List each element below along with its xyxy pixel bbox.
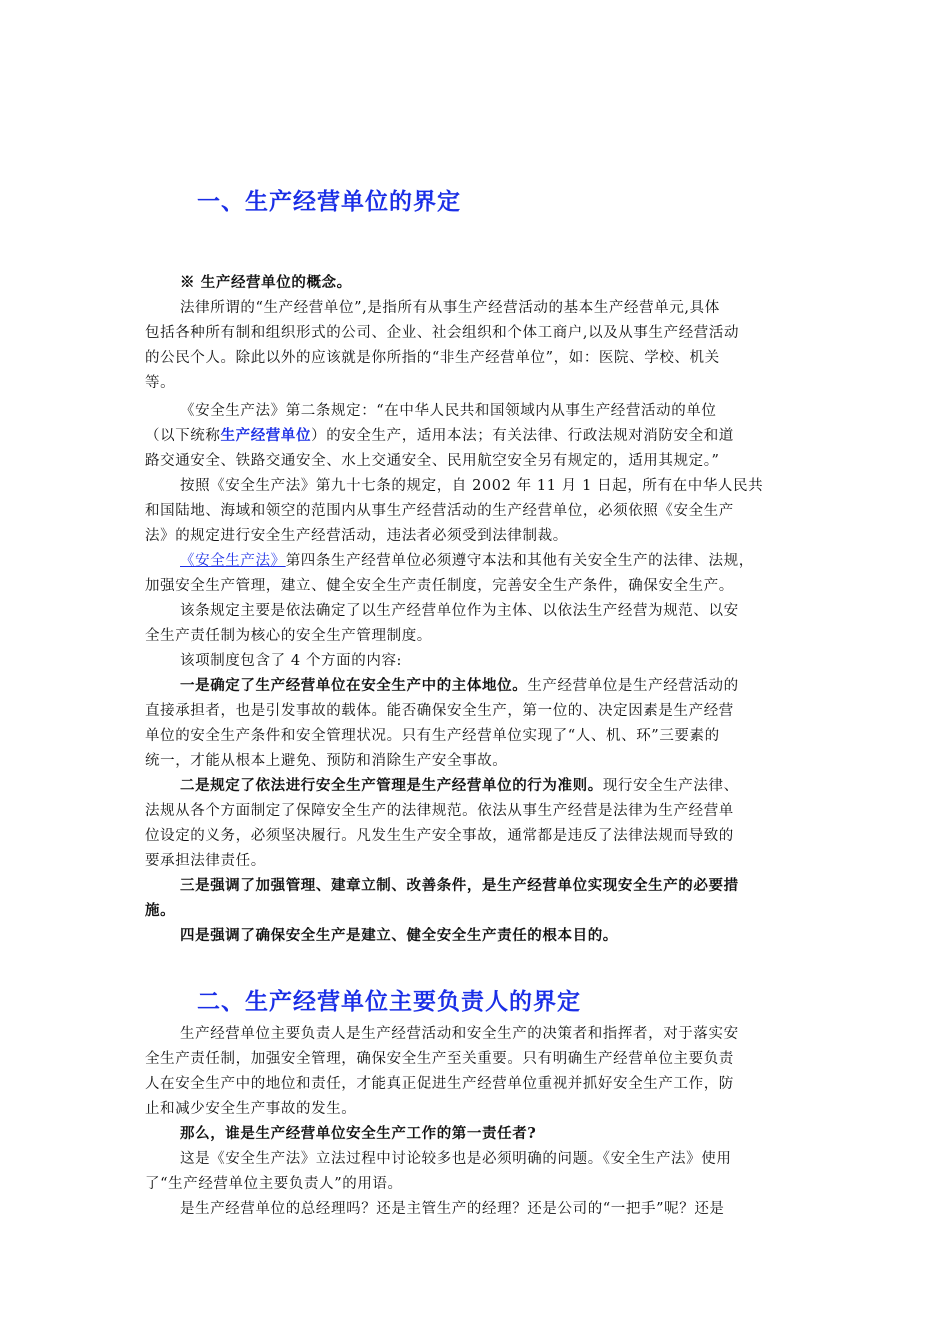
paragraph-line: 法》的规定进行安全生产经营活动，违法者必须受到法律制裁。 <box>145 528 568 544</box>
text-span: 第四条生产经营单位必须遵守本法和其他有关安全生产的法律、法规， <box>285 553 754 569</box>
text-span: （以下统称 <box>145 428 221 444</box>
question-line: 那么，谁是生产经营单位安全生产工作的第一责任者? <box>180 1125 537 1142</box>
paragraph-line <box>180 551 805 571</box>
paragraph-line: 全生产责任制为核心的安全生产管理制度。 <box>145 628 432 644</box>
paragraph-line: 全生产责任制，加强安全管理，确保安全生产至关重要。只有明确生产经营单位主要负责 <box>145 1051 734 1067</box>
paragraph-line <box>145 426 805 446</box>
paragraph-line: 统一，才能从根本上避免、预防和消除生产安全事故。 <box>145 753 508 769</box>
paragraph-line: 人在安全生产中的地位和责任，才能真正促进生产经营单位重视并抓好安全生产工作，防 <box>145 1076 734 1092</box>
paragraph-line: 的公民个人。除此以外的应该就是你所指的“非生产经营单位”，如：医院、学校、机关 <box>145 350 720 366</box>
paragraph-line: 要承担法律责任。 <box>145 853 266 869</box>
paragraph-line: 等。 <box>145 375 176 391</box>
point-4-title: 四是强调了确保安全生产是建立、健全安全生产责任的根本目的。 <box>180 927 618 944</box>
paragraph-line: 和国陆地、海域和领空的范围内从事生产经营活动的生产经营单位，必须依照《安全生产 <box>145 503 734 519</box>
paragraph-line: 了“生产经营单位主要负责人”的用语。 <box>145 1176 403 1192</box>
concept-title: ※ 生产经营单位的概念。 <box>180 274 352 291</box>
paragraph-line: 单位的安全生产条件和安全管理状况。只有生产经营单位实现了“人、机、环”三要素的 <box>145 728 720 744</box>
text-span: ）的安全生产，适用本法；有关法律、行政法规对消防安全和道 <box>311 428 734 444</box>
paragraph-line: 该项制度包含了 4 个方面的内容: <box>180 653 403 669</box>
point-2-title: 二是规定了依法进行安全生产管理是生产经营单位的行为准则。 <box>180 777 603 794</box>
text-span: 生产经营单位是生产经营活动的 <box>527 678 739 694</box>
paragraph-line: 按照《安全生产法》第九十七条的规定，自 2002 年 11 月 1 日起，所有在中华人民共 <box>180 478 764 494</box>
paragraph-line: 生产经营单位主要负责人是生产经营活动和安全生产的决策者和指挥者，对于落实安 <box>180 1026 739 1042</box>
paragraph-line <box>180 776 805 796</box>
paragraph-line: 这是《安全生产法》立法过程中讨论较多也是必须明确的问题。《安全生产法》使用 <box>180 1151 732 1167</box>
law-link[interactable]: 《安全生产法》 <box>180 553 286 569</box>
section-2-heading: 二、生产经营单位主要负责人的界定 <box>197 989 581 1015</box>
paragraph-line: 路交通安全、铁路交通安全、水上交通安全、民用航空安全另有规定的，适用其规定。” <box>145 453 720 469</box>
paragraph-line: 位设定的义务，必须坚决履行。凡发生生产安全事故，通常都是违反了法律法规而导致的 <box>145 828 734 844</box>
section-1-heading: 一、生产经营单位的界定 <box>197 189 461 215</box>
paragraph-line: 直接承担者，也是引发事故的载体。能否确保安全生产，第一位的、决定因素是生产经营 <box>145 703 734 719</box>
paragraph-line <box>180 676 805 696</box>
paragraph-line: 包括各种所有制和组织形式的公司、企业、社会组织和个体工商户,以及从事生产经营活动 <box>145 325 740 341</box>
highlighted-term: 生产经营单位 <box>220 427 312 444</box>
point-3-title-cont: 施。 <box>145 902 176 919</box>
text-span: 现行安全生产法律、 <box>602 778 739 794</box>
paragraph-line: 加强安全生产管理，建立、健全安全生产责任制度，完善安全生产条件，确保安全生产。 <box>145 578 734 594</box>
paragraph-line: 该条规定主要是依法确定了以生产经营单位作为主体、以依法生产经营为规范、以安 <box>180 603 739 619</box>
paragraph-line: 止和减少安全生产事故的发生。 <box>145 1101 357 1117</box>
point-1-title: 一是确定了生产经营单位在安全生产中的主体地位。 <box>180 677 528 694</box>
point-3-title: 三是强调了加强管理、建章立制、改善条件，是生产经营单位实现安全生产的必要措 <box>180 877 739 894</box>
paragraph-line: 是生产经营单位的总经理吗？还是主管生产的经理？还是公司的“一把手”呢？还是 <box>180 1201 725 1217</box>
paragraph-line: 法律所谓的“生产经营单位”,是指所有从事生产经营活动的基本生产经营单元,具体 <box>180 300 720 316</box>
paragraph-line: 《安全生产法》第二条规定：“在中华人民共和国领域内从事生产经营活动的单位 <box>180 403 717 419</box>
paragraph-line: 法规从各个方面制定了保障安全生产的法律规范。依法从事生产经营是法律为生产经营单 <box>145 803 734 819</box>
